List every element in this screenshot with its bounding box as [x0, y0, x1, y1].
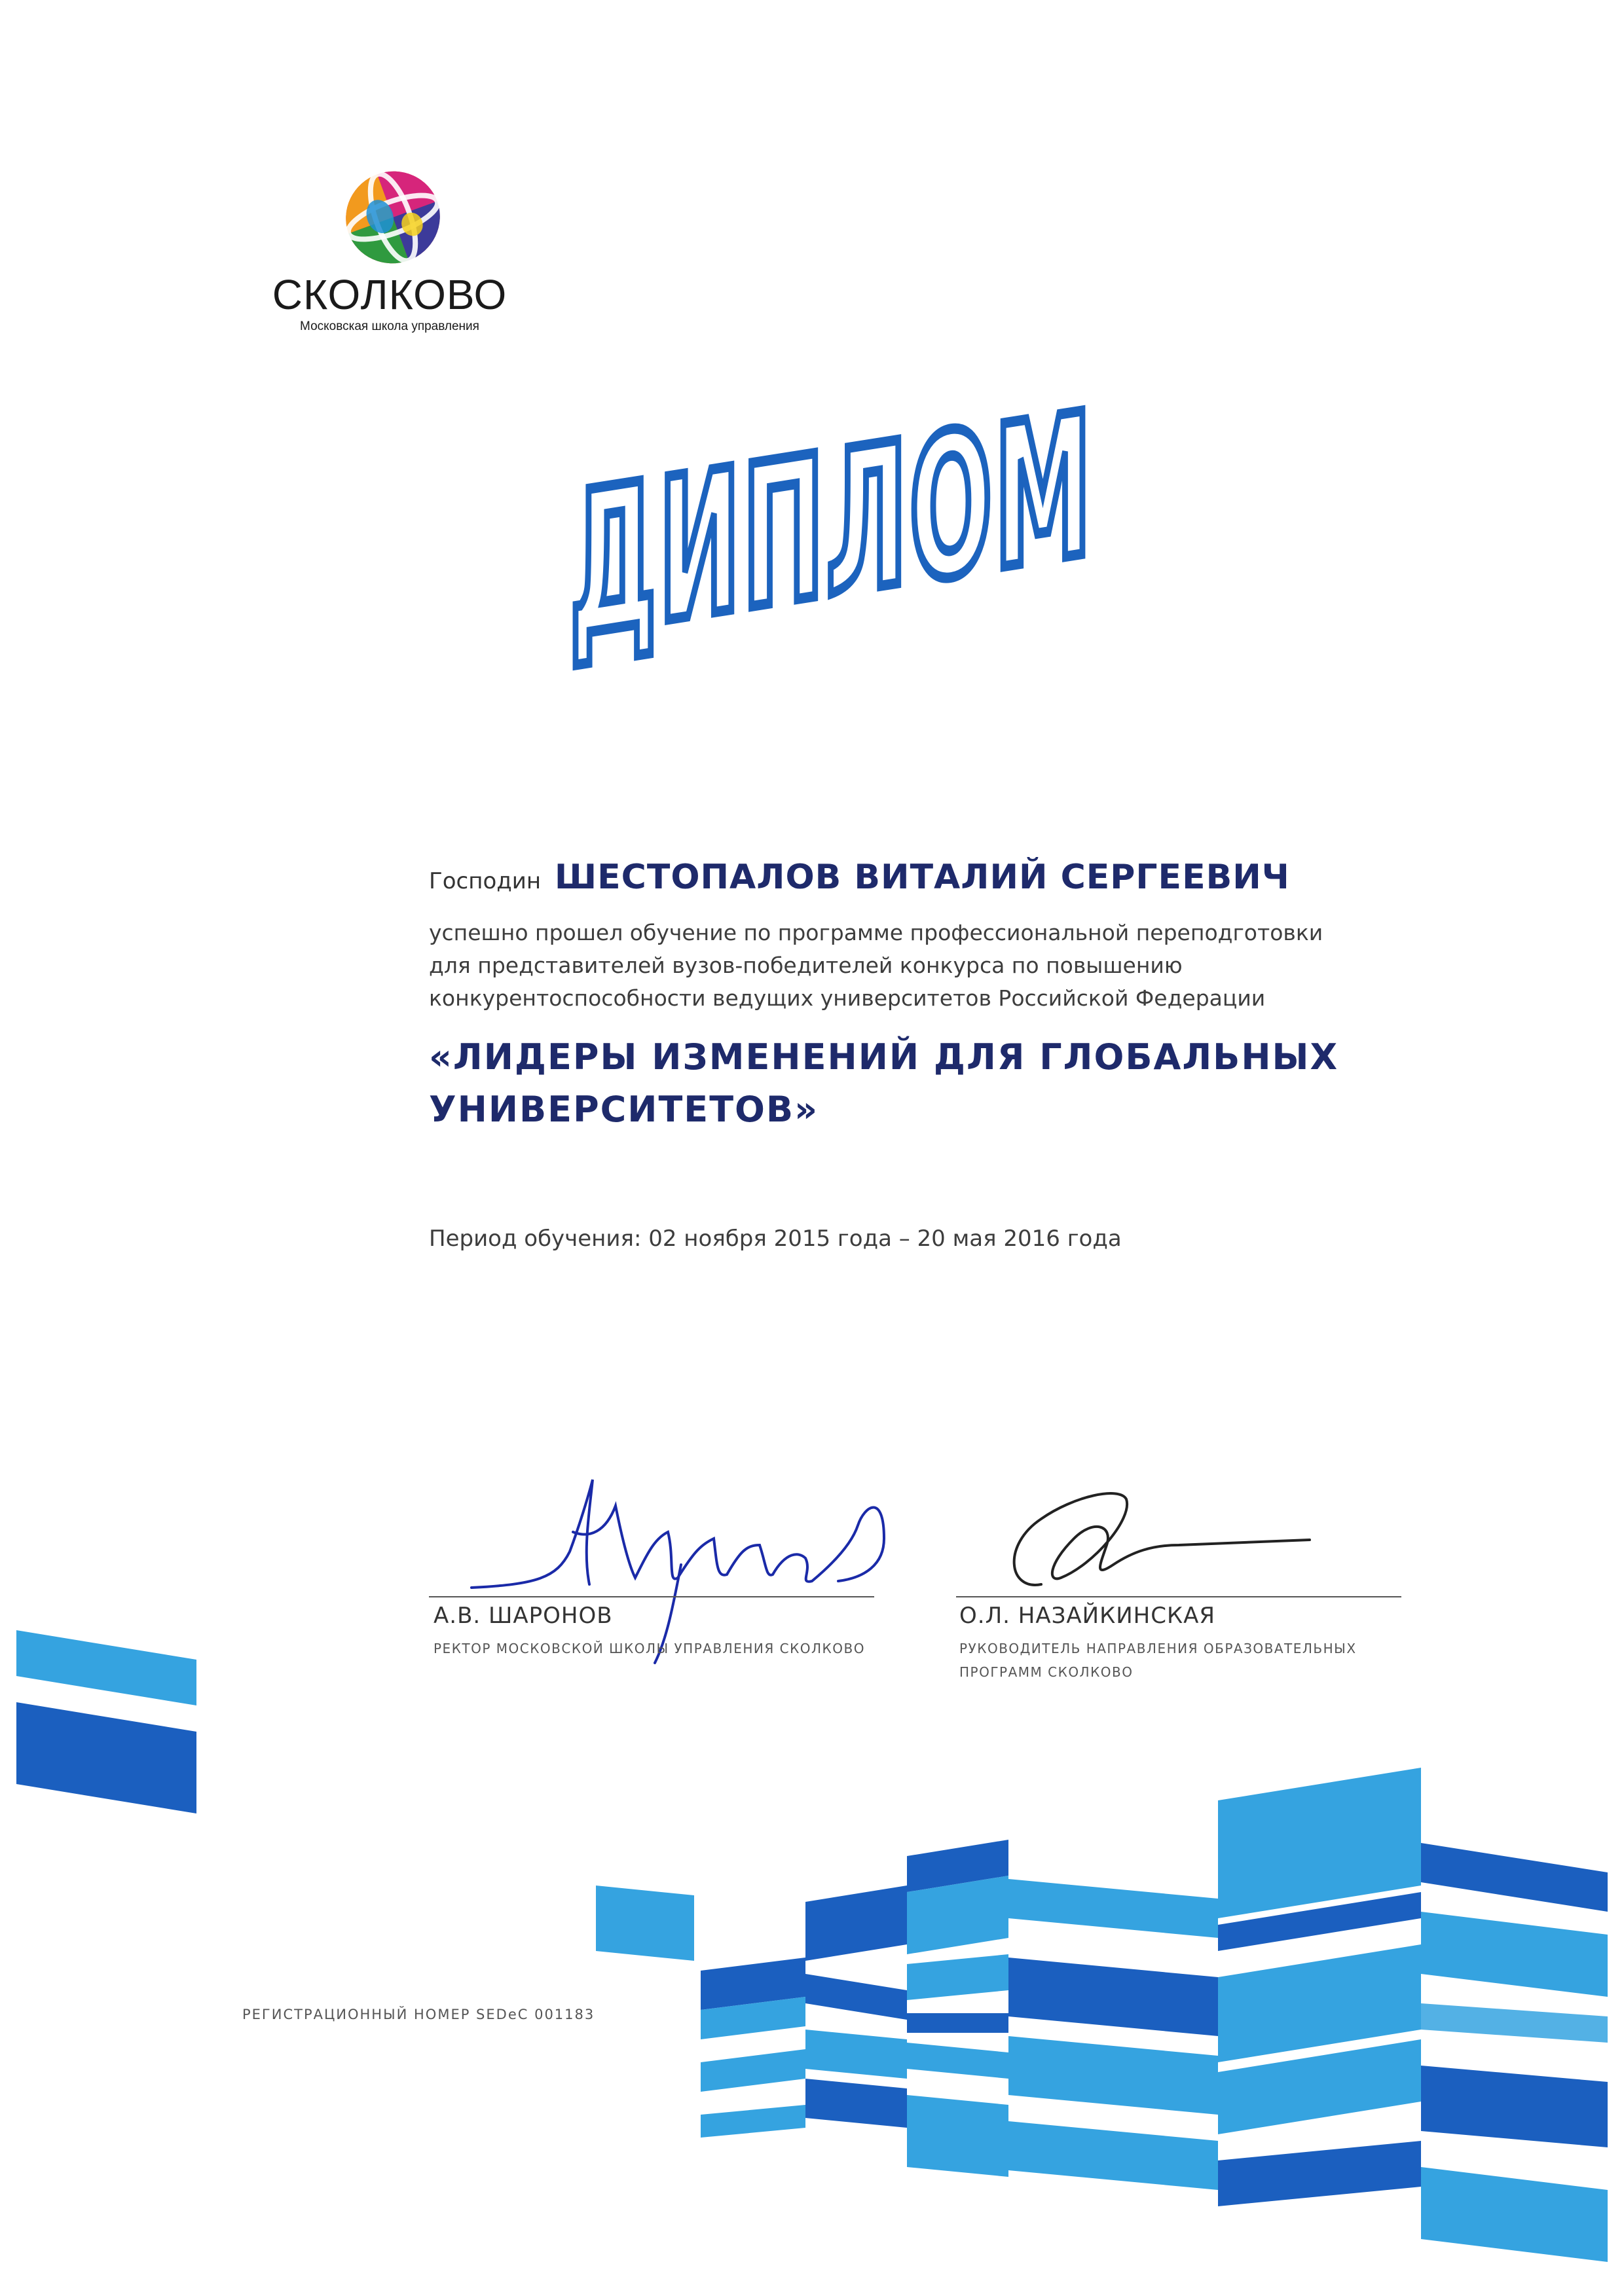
title-text: ДИПЛОМ: [570, 303, 1520, 682]
recipient-name: ШЕСТОПАЛОВ ВИТАЛИЙ СЕРГЕЕВИЧ: [554, 858, 1290, 897]
signature-line: [956, 1596, 1401, 1597]
diploma-title: [563, 303, 1520, 682]
logo-sphere-icon: [327, 157, 458, 275]
signatory-name: А.В. ШАРОНОВ: [434, 1603, 613, 1629]
skolkovo-logo: [249, 157, 557, 354]
description-line: успешно прошел обучение по программе профессиональной переподготовки: [429, 920, 1323, 945]
signature-line: [429, 1596, 874, 1597]
signature-nazaikinskaya: [982, 1467, 1349, 1617]
logo-subtitle: Московская школа управления: [300, 319, 479, 333]
program-title-line: «ЛИДЕРЫ ИЗМЕНЕНИЙ ДЛЯ ГЛОБАЛЬНЫХ: [429, 1036, 1339, 1078]
program-title: [429, 1031, 1477, 1136]
signatory-name: О.Л. НАЗАЙКИНСКАЯ: [959, 1603, 1215, 1629]
description: [429, 917, 1424, 1015]
program-title-line: УНИВЕРСИТЕТОВ»: [429, 1089, 819, 1130]
signatory-role-line: РУКОВОДИТЕЛЬ НАПРАВЛЕНИЯ ОБРАЗОВАТЕЛЬНЫХ: [959, 1641, 1357, 1656]
signatory-role-line: ПРОГРАММ СКОЛКОВО: [959, 1664, 1134, 1680]
logo-wordmark: СКОЛКОВО: [272, 271, 507, 318]
study-period: Период обучения: 02 ноября 2015 года – 20 мая 2016 года: [429, 1226, 1122, 1252]
decorative-pattern: [0, 1604, 1624, 2296]
salutation: Господин: [429, 868, 542, 894]
description-line: конкурентоспособности ведущих университетов Российской Федерации: [429, 985, 1266, 1011]
description-line: для представителей вузов-победителей конкурса по повышению: [429, 953, 1183, 978]
signatory-role: РЕКТОР МОСКОВСКОЙ ШКОЛЫ УПРАВЛЕНИЯ СКОЛКОВО: [434, 1641, 865, 1656]
registration-number: РЕГИСТРАЦИОННЫЙ НОМЕР SEDeC 001183: [242, 2007, 595, 2022]
recipient-line: [429, 858, 1290, 897]
